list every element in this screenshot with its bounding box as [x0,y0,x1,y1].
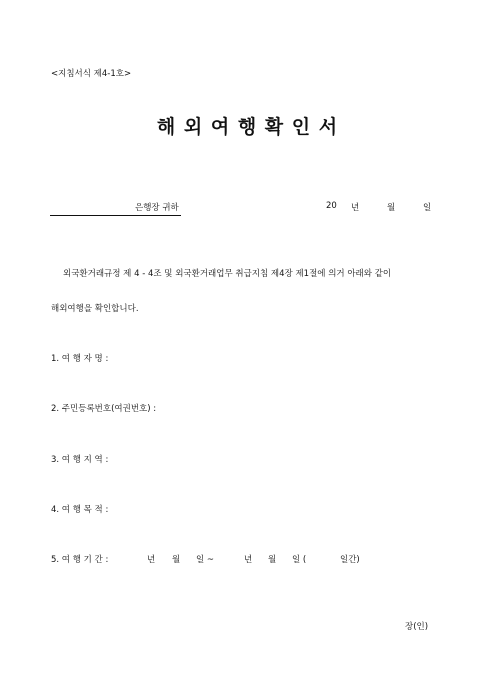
item-traveler-name: 1. 여 행 자 명 : [51,354,109,364]
period-start-month: 월 [172,555,181,565]
recipient-label: 은행장 귀하 [135,203,179,213]
date-year-prefix: 20 [326,201,337,211]
item-period-label: 5. 여 행 기 간 : [51,555,109,565]
signature-seal-label: 장(인) [405,622,429,632]
period-start-day: 일 ~ [196,555,215,565]
item-purpose: 4. 여 행 목 적 : [51,505,109,515]
item-resident-id: 2. 주민등록번호(여권번호) : [51,404,157,414]
form-number: <지침서식 제4-1호> [51,69,132,79]
period-start-year: 년 [147,555,156,565]
period-end-year: 년 [244,555,253,565]
body-paragraph-line-2: 해외여행을 확인합니다. [51,304,139,314]
date-month-unit: 월 [387,203,396,213]
period-end-month: 월 [268,555,277,565]
recipient-bank-name-blank [50,214,181,216]
body-paragraph-line-1: 외국환거래규정 제 4 - 4조 및 외국환거래업무 취급지침 제4장 제1절에 의거 아래와 같이 [63,269,392,279]
period-end-day: 일 ( [292,555,307,565]
date-year-unit: 년 [351,203,360,213]
period-days: 일간) [340,555,360,565]
date-day-unit: 일 [423,203,432,213]
item-destination: 3. 여 행 지 역 : [51,455,109,465]
document-title: 해 외 여 행 확 인 서 [156,116,339,138]
